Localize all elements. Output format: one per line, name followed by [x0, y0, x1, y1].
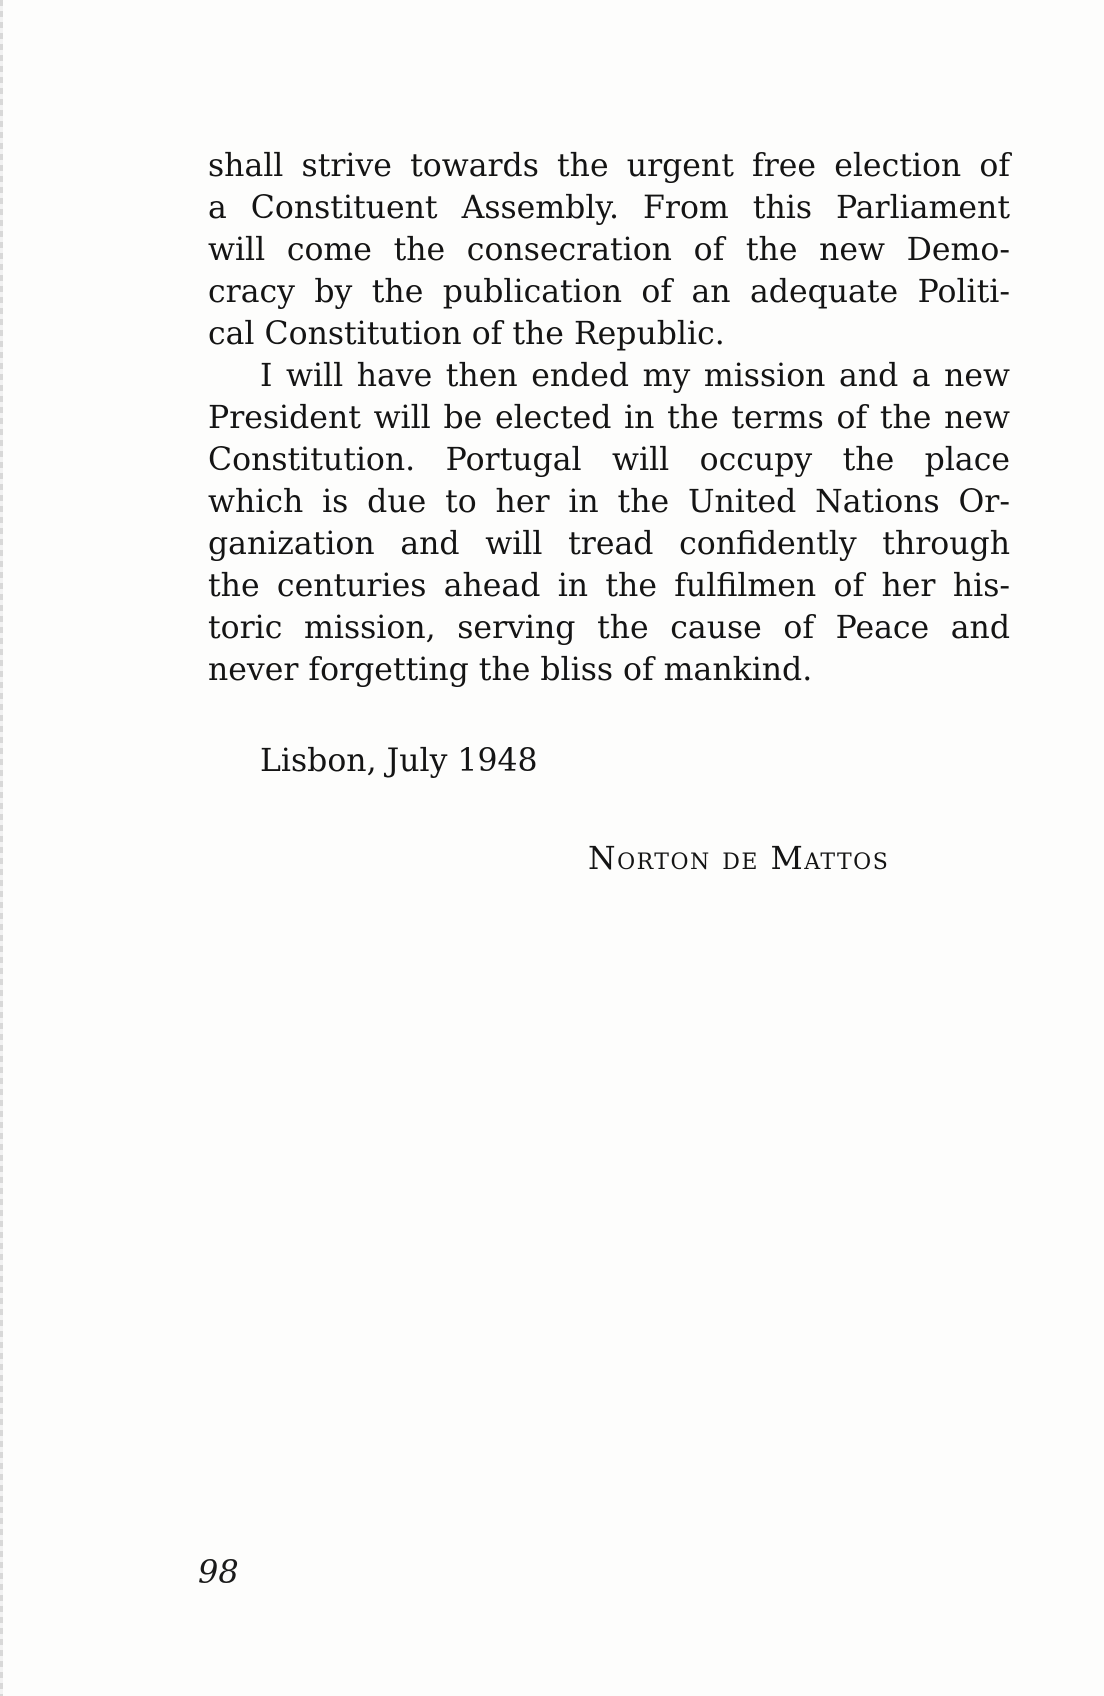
- page-binding-edge: [0, 0, 3, 1696]
- text-line: Constitution. Portugal will occupy the place: [208, 442, 1010, 478]
- text-line: which is due to her in the United Nations Or-: [208, 484, 1010, 520]
- text-line: ganization and will tread confidently through: [208, 526, 1010, 562]
- text-line: I will have then ended my mission and a new: [260, 358, 1010, 394]
- text-line: never forgetting the bliss of mankind.: [208, 652, 813, 688]
- paragraph-2: [208, 355, 1010, 691]
- text-line: shall strive towards the urgent free election of: [208, 148, 1010, 184]
- body-text: [208, 145, 1010, 691]
- text-line: President will be elected in the terms of the new: [208, 400, 1010, 436]
- page-number: 98: [198, 1553, 239, 1591]
- dateline: Lisbon, July 1948: [260, 743, 538, 779]
- text-line: cracy by the publication of an adequate Politi-: [208, 274, 1010, 310]
- text-line: will come the consecration of the new Demo-: [208, 232, 1010, 268]
- text-line: toric mission, serving the cause of Peace and: [208, 610, 1010, 646]
- paragraph-1: [208, 145, 1010, 355]
- text-line: the centuries ahead in the fulfilmen of her his-: [208, 568, 1010, 604]
- author-signature: Norton de Mattos: [588, 841, 890, 877]
- text-line: cal Constitution of the Republic.: [208, 316, 725, 352]
- text-line: a Constituent Assembly. From this Parliament: [208, 190, 1010, 226]
